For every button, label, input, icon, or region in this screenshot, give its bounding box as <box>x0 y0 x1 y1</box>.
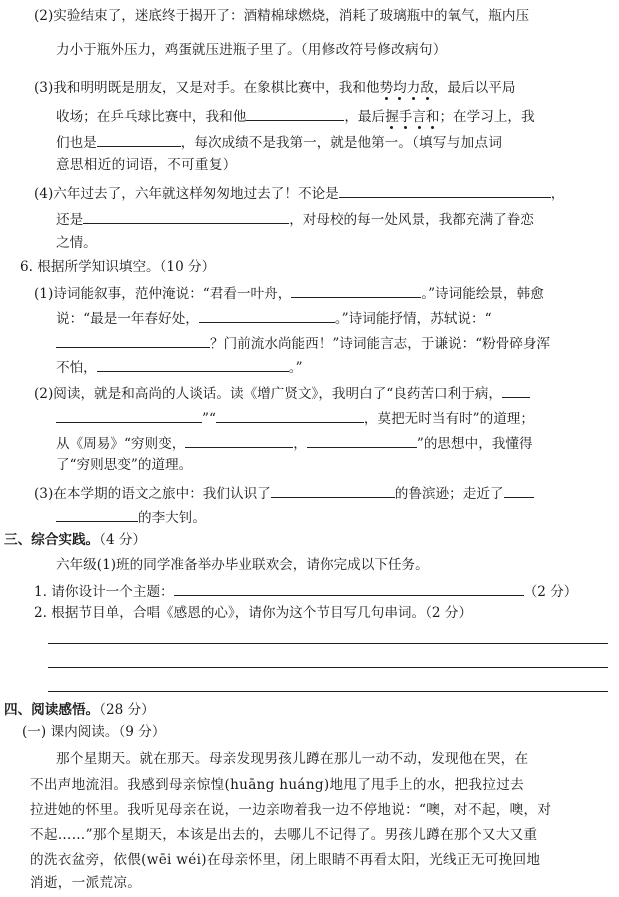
q5-item4-line2 <box>56 207 534 230</box>
section3-score: （4 分） <box>99 532 147 548</box>
dotted-word-woshouyanhe <box>385 109 439 125</box>
emphasis-dot-char: 势 <box>379 80 394 96</box>
q5-item4-l1: (4)六年过去了，六年就这样匆匆地过去了！不论是 <box>34 186 339 202</box>
q5-item3-line4: 意思相近的词语，不可重复） <box>56 157 237 173</box>
q5-item4-line3: 之情。 <box>56 235 97 251</box>
passage-line-3: 拉进她的怀里。我听见母亲在说，一边亲吻着我一边不停地说：“噢，对不起，噢，对 <box>30 802 552 818</box>
q5-item3-l2b: ，最后 <box>344 109 386 125</box>
q6-item1-line3 <box>56 331 550 354</box>
q6-item3-l2: 的李大钊。 <box>138 510 206 526</box>
q6-item1-line2 <box>56 306 492 329</box>
q6-item2-l3a: 从《周易》“穷则变， <box>56 436 186 452</box>
answer-blank-3a[interactable] <box>246 104 344 121</box>
emphasis-dot-char: 言 <box>412 109 426 125</box>
answer-blank-3b[interactable] <box>97 130 181 147</box>
passage-line-5: 的洗衣盆旁，依偎(wēi wéi)在母亲怀里，闭上眼睛不再看太阳，光线正无可挽回地 <box>30 852 541 868</box>
answer-blank-6-1c[interactable] <box>56 331 210 348</box>
q6-item1-l2a: 说：“最是一年春好处， <box>56 311 199 327</box>
answer-blank-4b[interactable] <box>83 207 289 224</box>
passage-line-1: 那个星期天。就在那天。母亲发现男孩儿蹲在那儿一动不动，发现他在哭，在 <box>56 751 529 767</box>
q6-item1-l1b: 。”诗词能绘景，韩愈 <box>421 286 544 302</box>
section4-title: 四、阅读感悟。 <box>4 702 100 718</box>
answer-blank-6-2a[interactable] <box>502 381 530 398</box>
emphasis-dot-char: 均 <box>393 80 407 96</box>
emphasis-dot-char: 敌 <box>420 80 434 96</box>
q6-item1-l4a: 不怕， <box>56 360 97 376</box>
writing-line-3[interactable] <box>48 691 608 692</box>
answer-blank-6-3b[interactable] <box>504 481 534 498</box>
section3-q1-score: （2 分） <box>523 584 578 600</box>
q6-item2-l1: (2)阅读，就是和高尚的人谈话。读《增广贤文》，我明白了“良药苦口利于病， <box>34 386 502 402</box>
section3-intro: 六年级(1)班的同学准备举办毕业联欢会，请你完成以下任务。 <box>56 557 429 573</box>
q6-item1-line1 <box>34 281 544 304</box>
q6-item2-line3 <box>56 431 533 454</box>
section3-title: 三、综合实践。 <box>4 532 100 548</box>
q6-item1-line4 <box>56 355 303 378</box>
section3-heading <box>4 530 146 550</box>
answer-blank-6-3c[interactable] <box>56 505 138 522</box>
theme-answer-blank[interactable] <box>174 579 524 596</box>
section3-q1-text: 1. 请你设计一个主题： <box>34 584 174 600</box>
q5-item3-l1a: (3)我和明明既是朋友，又是对手。在象棋比赛中，我和他 <box>34 80 380 96</box>
emphasis-dot-char: 手 <box>398 109 413 125</box>
q5-item3-l2d: ；在学习上，我 <box>439 109 535 125</box>
answer-blank-6-2e[interactable] <box>307 431 417 448</box>
q5-item2-note: （用修改符号修改病句） <box>300 42 447 58</box>
answer-blank-6-3a[interactable] <box>271 481 395 498</box>
passage-line-4: 不起……”那个星期天，本该是出去的，去哪儿不记得了。男孩儿蹲在那个又大又重 <box>30 827 538 843</box>
q6-item3-l1a: (3)在本学期的语文之旅中：我们认识了 <box>34 486 271 502</box>
q6-item2-l3c: ”的思想中，我懂得 <box>416 436 533 452</box>
q5-item3-note: （填写与加点词 <box>411 135 503 151</box>
q6-item2-l3b: ， <box>293 436 307 452</box>
q6-item2-line2 <box>56 406 534 429</box>
q5-item2-text: 力小于瓶外压力，鸡蛋就压进瓶子里了。 <box>56 42 301 58</box>
answer-blank-6-1b[interactable] <box>199 306 335 323</box>
q6-item3-l1b: 的鲁滨逊；走近了 <box>394 486 504 502</box>
answer-blank-6-2c[interactable] <box>216 406 364 423</box>
q5-item4-line1 <box>34 181 564 204</box>
q5-item4-l2b: ，对母校的每一处风景，我都充满了眷恋 <box>289 212 534 228</box>
section3-q2: 2. 根据节目单，合唱《感恩的心》，请你为这个节目写几句串词。（2 分） <box>34 605 473 621</box>
section3-q1 <box>34 579 577 602</box>
q5-item3-line3 <box>56 130 502 153</box>
q6-item2-line4: 了“穷则思变”的道理。 <box>56 457 193 473</box>
q6-item1-l1a: (1)诗词能叙事，范仲淹说：“君看一叶舟， <box>34 286 292 302</box>
q6-item3-line1 <box>34 481 534 504</box>
q6-item2-l2a: ”“ <box>202 411 216 427</box>
q5-item3-l3a: 们也是 <box>56 135 97 151</box>
q5-item3-l1c: ，最后以平局 <box>433 80 516 96</box>
section4-score: （28 分） <box>99 702 155 718</box>
writing-line-1[interactable] <box>48 643 608 644</box>
q6-item1-l4b: 。” <box>288 360 303 376</box>
answer-blank-6-2b[interactable] <box>56 406 202 423</box>
answer-blank-6-1a[interactable] <box>291 281 421 298</box>
q5-item2-line2 <box>56 40 447 60</box>
passage-line-6: 消逝，一派荒凉。 <box>30 875 142 891</box>
dotted-word-shijunlidi <box>380 80 434 96</box>
q5-item2-line1: (2)实验结束了，迷底终于揭开了：酒精棉球燃烧，消耗了玻璃瓶中的氧气，瓶内压 <box>34 8 530 24</box>
emphasis-dot-char: 握 <box>385 109 399 125</box>
q6-item2-l2b: ，莫把无时当有时”的道理； <box>363 411 534 427</box>
q5-item4-comma: ， <box>550 186 565 202</box>
answer-blank-4a[interactable] <box>339 181 551 198</box>
q5-item4-l2a: 还是 <box>56 212 84 228</box>
passage-line-2: 不出声地流泪。我感到母亲惊惶(huāng huáng)地甩了甩手上的水，把我拉过去 <box>30 777 524 793</box>
answer-blank-6-1d[interactable] <box>97 355 289 372</box>
q6-title: 6. 根据所学知识填空。（10 分） <box>20 259 216 275</box>
q6-item2-line1 <box>34 381 530 404</box>
q5-item3-line2 <box>56 104 535 127</box>
q6-item1-l3a: ？门前流水尚能西！”诗词能言志，于谦说：“粉骨碎身浑 <box>210 336 551 352</box>
q5-item3-line1 <box>34 78 515 98</box>
section4-heading <box>4 700 155 720</box>
q6-item1-l2b: 。”诗词能抒情，苏轼说：“ <box>334 311 492 327</box>
writing-line-2[interactable] <box>48 667 608 668</box>
answer-blank-6-2d[interactable] <box>185 431 293 448</box>
q5-item3-l3b: ，每次成绩不是我第一，就是他第一。 <box>180 135 412 151</box>
section4-sub1: (一) 课内阅读。（9 分） <box>22 724 166 740</box>
emphasis-dot-char: 力 <box>406 80 421 96</box>
q5-item3-l2a: 收场；在乒乓球比赛中，我和他 <box>56 109 247 125</box>
q6-item3-line2 <box>56 505 206 528</box>
emphasis-dot-char: 和 <box>425 109 440 125</box>
